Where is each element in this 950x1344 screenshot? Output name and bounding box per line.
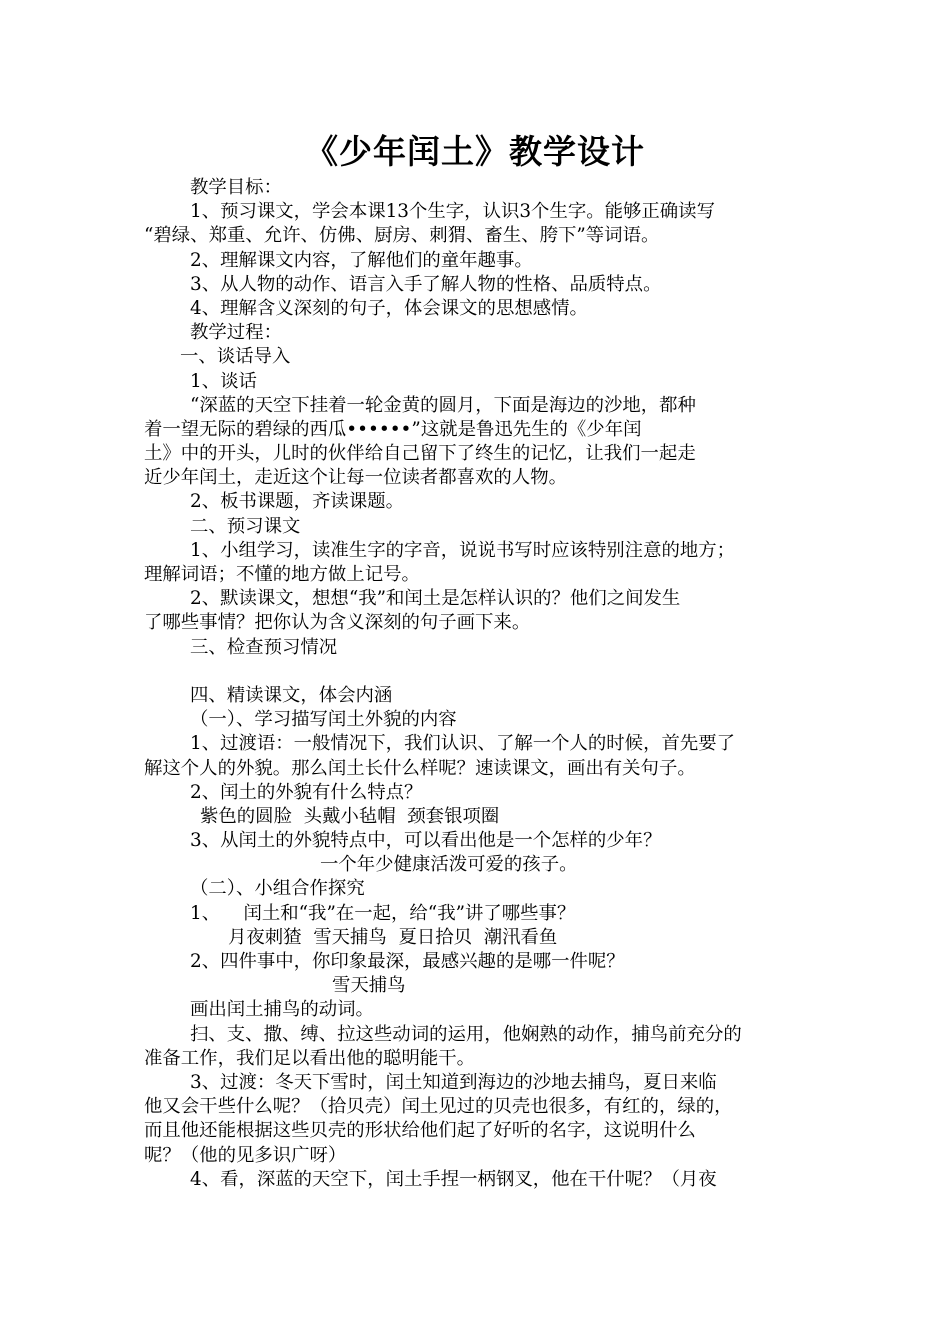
paragraph-line: 1、 闰土和“我”在一起，给“我”讲了哪些事？ — [190, 902, 576, 924]
paragraph-line: 3、从闰土的外貌特点中，可以看出他是一个怎样的少年？ — [190, 830, 662, 852]
paragraph-line: （二）、小组合作探究 — [190, 878, 365, 900]
paragraph-line: 1、过渡语：一般情况下，我们认识、了解一个人的时候，首先要了 — [190, 733, 736, 755]
paragraph-line: 教学过程： — [190, 322, 282, 344]
paragraph-line: 1、谈话 — [190, 370, 257, 392]
paragraph-line: 一、谈话导入 — [180, 346, 291, 368]
paragraph-line: 紫色的圆脸 头戴小毡帽 颈套银项圈 — [200, 805, 500, 827]
paragraph-line: 解这个人的外貌。那么闰土长什么样呢？速读课文，画出有关句子。 — [144, 757, 696, 779]
paragraph-line: 而且他还能根据这些贝壳的形状给他们起了好听的名字，这说明什么 — [144, 1120, 696, 1142]
paragraph-line: 理解词语；不懂的地方做上记号。 — [144, 564, 420, 585]
paragraph-line: 2、板书课题，齐读课题。 — [190, 491, 404, 513]
paragraph-line — [144, 660, 814, 684]
paragraph-line: 雪天捕鸟 — [332, 975, 406, 997]
paragraph-line: 扫、支、撒、缚、拉这些动词的运用，他娴熟的动作，捕鸟前充分的 — [190, 1023, 742, 1045]
paragraph-line: 呢？（他的见多识广呀） — [144, 1144, 347, 1166]
paragraph-line: 2、四件事中，你印象最深，最感兴趣的是哪一件呢？ — [190, 951, 625, 972]
paragraph-line: 准备工作，我们足以看出他的聪明能干。 — [144, 1047, 476, 1069]
paragraph-line: （一）、学习描写闰土外貌的内容 — [190, 709, 457, 731]
paragraph-line: 4、看，深蓝的天空下，闰土手捏一柄钢叉，他在干什呢？（月夜 — [190, 1168, 717, 1190]
paragraph-line: 1、小组学习，读准生字的字音，说说书写时应该特别注意的地方； — [190, 539, 736, 561]
paragraph-line: 1、预习课文，学会本课13个生字，认识3个生字。能够正确读写 — [190, 201, 715, 223]
paragraph-line: 他又会干些什么呢？（拾贝壳）闰土见过的贝壳也很多，有红的，绿的， — [144, 1096, 733, 1118]
paragraph-line: 近少年闰土，走近这个让每一位读者都喜欢的人物。 — [144, 467, 567, 489]
paragraph-line: 画出闰土捕鸟的动词。 — [190, 999, 374, 1021]
paragraph-line: 3、从人物的动作、语言入手了解人物的性格、品质特点。 — [190, 273, 662, 295]
paragraph-line: “深蓝的天空下挂着一轮金黄的圆月，下面是海边的沙地，都种 — [190, 394, 696, 416]
paragraph-line: 二、预习课文 — [190, 515, 301, 537]
paragraph-line: 了哪些事情？把你认为含义深刻的句子画下来。 — [144, 612, 531, 634]
paragraph-line: 2、理解课文内容，了解他们的童年趣事。 — [190, 249, 533, 271]
paragraph-line: 着一望无际的碧绿的西瓜••••••”这就是鲁迅先生的《少年闰 — [144, 418, 642, 440]
paragraph-line: 2、默读课文，想想“我”和闰土是怎样认识的？他们之间发生 — [190, 588, 681, 610]
paragraph-line: 四、精读课文，体会内涵 — [190, 684, 393, 706]
paragraph-line: 月夜刺猹 雪天捕鸟 夏日拾贝 潮汛看鱼 — [228, 926, 558, 948]
document-body — [144, 176, 814, 1192]
document-title: 《少年闰土》教学设计 — [305, 132, 645, 171]
paragraph-line: 一个年少健康活泼可爱的孩子。 — [320, 854, 578, 876]
paragraph-line: 教学目标： — [190, 177, 282, 198]
paragraph-line: 3、过渡：冬天下雪时，闰土知道到海边的沙地去捕鸟，夏日来临 — [190, 1071, 717, 1093]
paragraph-line: “碧绿、郑重、允许、仿佛、厨房、刺猬、畜生、胯下”等词语。 — [144, 225, 660, 247]
paragraph-line: 三、检查预习情况 — [190, 636, 338, 658]
paragraph-line: 2、闰土的外貌有什么特点？ — [190, 781, 423, 803]
paragraph-line: 土》中的开头，儿时的伙伴给自己留下了终生的记忆，让我们一起走 — [144, 443, 696, 465]
paragraph-line: 4、理解含义深刻的句子，体会课文的思想感情。 — [190, 297, 588, 319]
